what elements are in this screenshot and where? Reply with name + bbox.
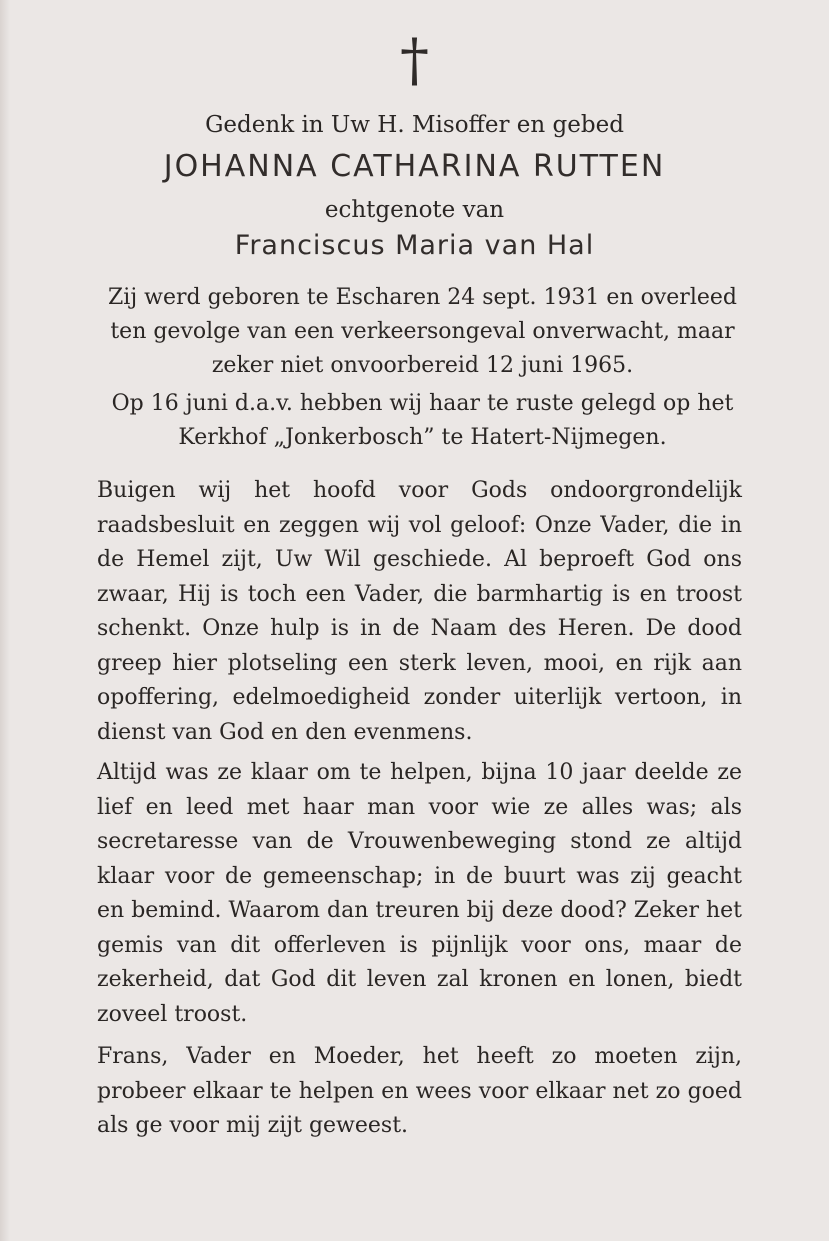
remembrance-paragraph	[97, 756, 742, 1032]
farewell-paragraph	[97, 1040, 742, 1144]
card-edge-shadow	[0, 0, 10, 1241]
biography-paragraph: Zij werd geboren te Escharen 24 sept. 1931 en overleed ten gevolge van een verkeersongeval onverwacht, maar zeker niet onvoorbereid 12 juni 1965.	[108, 285, 737, 378]
prayer-text: Buigen wij het hoofd voor Gods ondoorgrondelijk raadsbesluit en zeggen wij vol geloof: Onze Vader, die in de Hemel zijt, Uw Wil geschiede. Al beproeft God ons zwaar, Hij is toch een Vader, die barmhartig is en troost schenkt. Onze hulp is in de Naam des Heren. De dood greep hier plotseling een sterk leven, mooi, en rijk aan opoffering, edelmoedigheid zonder uiterlijk vertoon, in dienst van God en den evenmens.	[97, 478, 742, 745]
spouse-name: Franciscus Maria van Hal	[234, 230, 595, 261]
intro-line: Gedenk in Uw H. Misoffer en gebed	[205, 112, 624, 138]
cross-icon: †	[400, 26, 429, 94]
farewell-text: Frans, Vader en Moeder, het heeft zo moeten zijn, probeer elkaar te helpen en wees voor elkaar net zo goed als ge voor mij zijt geweest.	[97, 1044, 742, 1138]
burial-paragraph: Op 16 juni d.a.v. hebben wij haar te ruste gelegd op het Kerkhof „Jonkerbosch” te Hatert-Nijmegen.	[111, 391, 734, 450]
relation-line: echtgenote van	[324, 197, 505, 223]
remembrance-text: Altijd was ze klaar om te helpen, bijna 10 jaar deelde ze lief en leed met haar man voor wie ze alles was; als secretaresse van de Vrouwenbeweging stond ze altijd klaar voor de gemeenschap; in de buurt was zij geacht en bemind. Waarom dan treuren bij deze dood? Zeker het gemis van dit offerleven is pijnlijk voor ons, maar de zekerheid, dat God dit leven zal kronen en lonen, biedt zoveel troost.	[97, 760, 742, 1027]
prayer-paragraph	[97, 474, 742, 750]
deceased-name: JOHANNA CATHARINA RUTTEN	[163, 149, 666, 184]
